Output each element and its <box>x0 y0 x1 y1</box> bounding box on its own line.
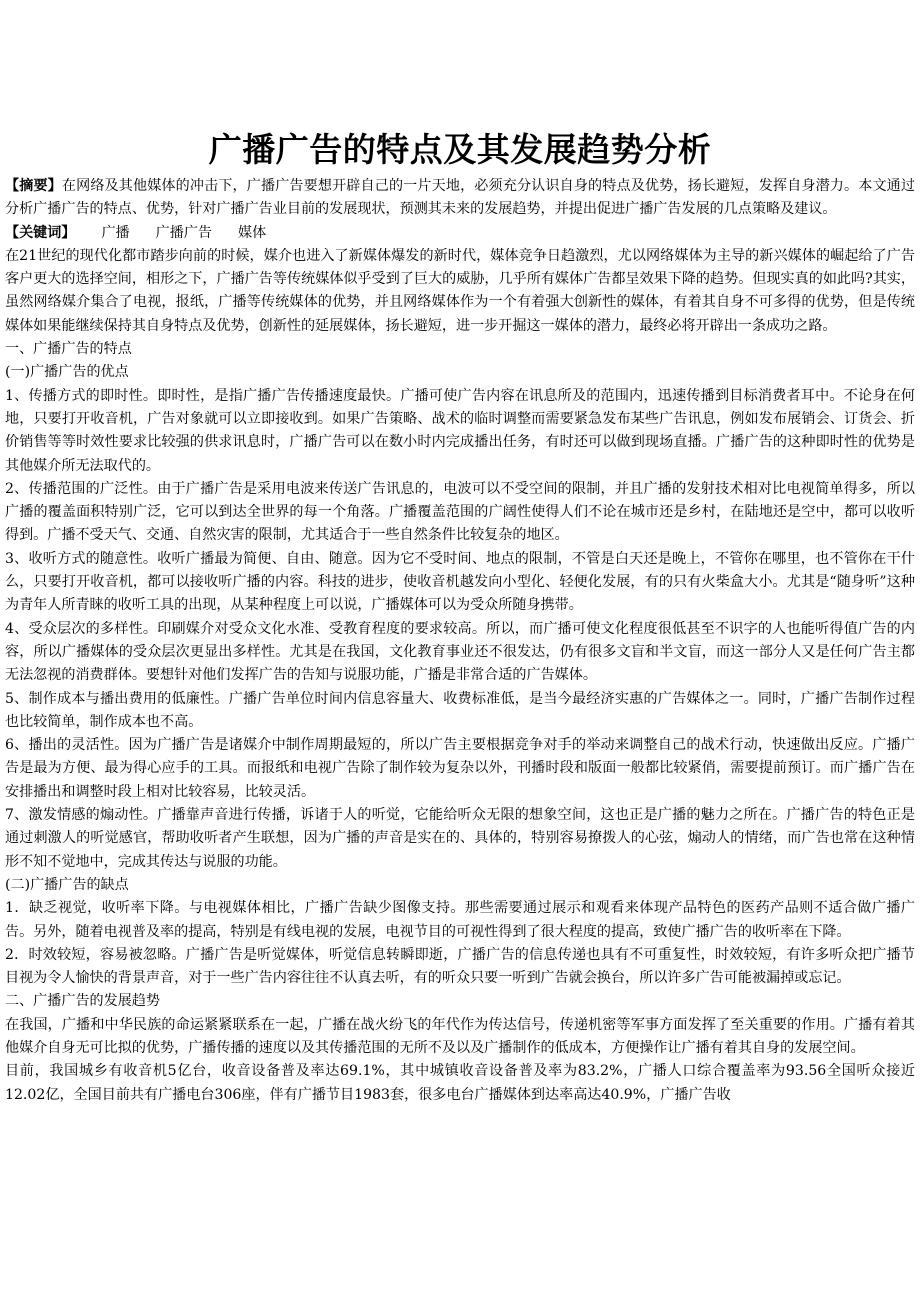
advantage-paragraph-7: 7、激发情感的煽动性。广播靠声音进行传播，诉诸于人的听觉，它能给听众无限的想象空间，这也正是广播的魅力之所在。广播广告的特色正是通过刺激人的听觉感官，帮助收听者产生联想，因为广播的声音是实在的、具体的，特别容易撩拨人的心弦，煽动人的情绪，而广告也常在这种情形不知不觉地中，完成其传达与说服的功能。 <box>5 807 915 870</box>
document-body <box>5 175 915 1107</box>
advantage-paragraph-6: 6、播出的灵活性。因为广播广告是诸媒介中制作周期最短的，所以广告主要根据竞争对手的举动来调整自己的战术行动，快速做出反应。广播广告是最为方便、最为得心应手的工具。而报纸和电视广告除了制作较为复杂以外，刊播时段和版面一般都比较紧俏，需要提前预订。而广播广告在安排播出和调整时段上相对比较容易，比较灵活。 <box>5 737 915 800</box>
abstract-paragraph <box>5 175 915 222</box>
subsection-heading-disadvantages: (二)广播广告的缺点 <box>5 876 129 893</box>
trend-paragraph-2: 目前，我国城乡有收音机5亿台，收音设备普及率达69.1%，其中城镇收音设备普及率为83.2%，广播人口综合覆盖率为93.56全国听众接近12.02亿，全国目前共有广播电台306座，伴有广播节目1983套，很多电台广播媒体到达率高达40.9%，广播广告收 <box>5 1063 915 1103</box>
intro-paragraph: 在21世纪的现代化都市踏步向前的时候，媒介也进入了新媒体爆发的新时代，媒体竞争日趋激烈，尤以网络媒体为主导的新兴媒体的崛起给了广告客户更大的选择空间，相形之下，广播广告等传统媒体似乎受到了巨大的威胁，几乎所有媒体广告都呈效果下降的趋势。但现实真的如此吗?其实，虽然网络媒介集合了电视，报纸，广播等传统媒体的优势，并且网络媒体作为一个有着强大创新性的媒体，有着其自身不可多得的优势，但是传统媒体如果能继续保持其自身特点及优势，创新性的延展媒体，扬长避短，进一步开掘这一媒体的潜力，最终必将开辟出一条成功之路。 <box>5 247 915 334</box>
disadvantage-paragraph-1: 1．缺乏视觉，收听率下降。与电视媒体相比，广播广告缺少图像支持。那些需要通过展示和观看来体现产品特色的医药产品则不适合做广播广告。另外，随着电视普及率的提高，特别是有线电视的发展，电视节目的可视性得到了很大程度的提高，致使广播广告的收听率在下降。 <box>5 900 915 940</box>
advantage-paragraph-4: 4、受众层次的多样性。印刷媒介对受众文化水准、受教育程度的要求较高。所以，而广播可使文化程度很低甚至不识字的人也能听得值广告的内容，所以广播媒体的受众层次更显出多样性。尤其是在我国，文化教育事业还不很发达，仍有很多文盲和半文盲，而这一部分人又是任何广告主都无法忽视的消费群体。要想针对他们发挥广告的告知与说服功能，广播是非常合适的广告媒体。 <box>5 620 915 684</box>
document-title: 广播广告的特点及其发展趋势分析 <box>208 130 712 169</box>
abstract-text: 在网络及其他媒体的冲击下，广播广告要想开辟自己的一片天地，必须充分认识自身的特点及优势，扬长避短，发挥自身潜力。本文通过分析广播广告的特点、优势，针对广播广告业目前的发展现状，预测其未来的发展趋势，并提出促进广播广告发展的几点策略及建议。 <box>5 178 916 218</box>
keywords-label: 【关键词】 <box>5 224 76 241</box>
keyword-item: 广播广告 <box>155 224 213 241</box>
section-heading-features: 一、广播广告的特点 <box>5 341 132 358</box>
disadvantage-paragraph-2: 2．时效较短，容易被忽略。广播广告是听觉媒体，听觉信息转瞬即逝，广播广告的信息传递也具有不可重复性，时效较短，有许多听众把广播节目视为令人愉快的背景声音，对于一些广告内容往往不认真去听，有的听众只要一听到广告就会换台，所以许多广告可能被漏掉或忘记。 <box>5 946 915 987</box>
advantage-paragraph-5: 5、制作成本与播出费用的低廉性。广播广告单位时间内信息容量大、收费标准低，是当今最经济实惠的广告媒体之一。同时，广播广告制作过程也比较简单，制作成本也不高。 <box>5 690 915 730</box>
keyword-item: 媒体 <box>238 224 267 241</box>
subsection-heading-advantages: (一)广播广告的优点 <box>5 364 129 381</box>
section-heading-trends: 二、广播广告的发展趋势 <box>5 993 161 1010</box>
keyword-item: 广播 <box>101 224 130 241</box>
advantage-paragraph-1: 1、传播方式的即时性。即时性，是指广播广告传播速度最快。广播可使广告内容在讯息所及的范围内，迅速传播到目标消费者耳中。不论身在何地，只要打开收音机，广告对象就可以立即接收到。如果广告策略、战术的临时调整而需要紧急发布某些广告讯息，例如发布展销会、订货会、折价销售等等时效性要求比较强的供求讯息时，广播广告可以在数小时内完成播出任务，有时还可以做到现场直播。广播广告的这种即时性的优势是其他媒介所无法取代的。 <box>5 387 915 474</box>
trend-paragraph-1: 在我国，广播和中华民族的命运紧紧联系在一起，广播在战火纷飞的年代作为传达信号，传递机密等军事方面发挥了至关重要的作用。广播有着其他媒介自身无可比拟的优势，广播传播的速度以及其传播范围的无所不及以及广播制作的低成本，方便操作让广播有着其自身的发展空间。 <box>5 1016 915 1056</box>
keywords-line <box>5 222 915 245</box>
abstract-label: 【摘要】 <box>5 178 62 194</box>
advantage-paragraph-3: 3、收听方式的随意性。收听广播最为简便、自由、随意。因为它不受时间、地点的限制，不管是白天还是晚上，不管你在哪里，也不管你在干什么，只要打开收音机，都可以接收听广播的内容。科技的进步，使收音机越发向小型化、轻便化发展，有的只有火柴盒大小。尤其是“随身听”这种为青年人所青睐的收听工具的出现，从某种程度上可以说，广播媒体可以为受众所随身携带。 <box>5 550 915 614</box>
advantage-paragraph-2: 2、传播范围的广泛性。由于广播广告是采用电波来传送广告讯息的，电波可以不受空间的限制，并且广播的发射技术相对比电视简单得多，所以广播的覆盖面积特别广泛，它可以到达全世界的每一个角落。广播覆盖范围的广阔性使得人们不论在城市还是乡村，在陆地还是空中，都可以收听得到。广播不受天气、交通、自然灾害的限制，尤其适合于一些自然条件比较复杂的地区。 <box>5 480 915 544</box>
